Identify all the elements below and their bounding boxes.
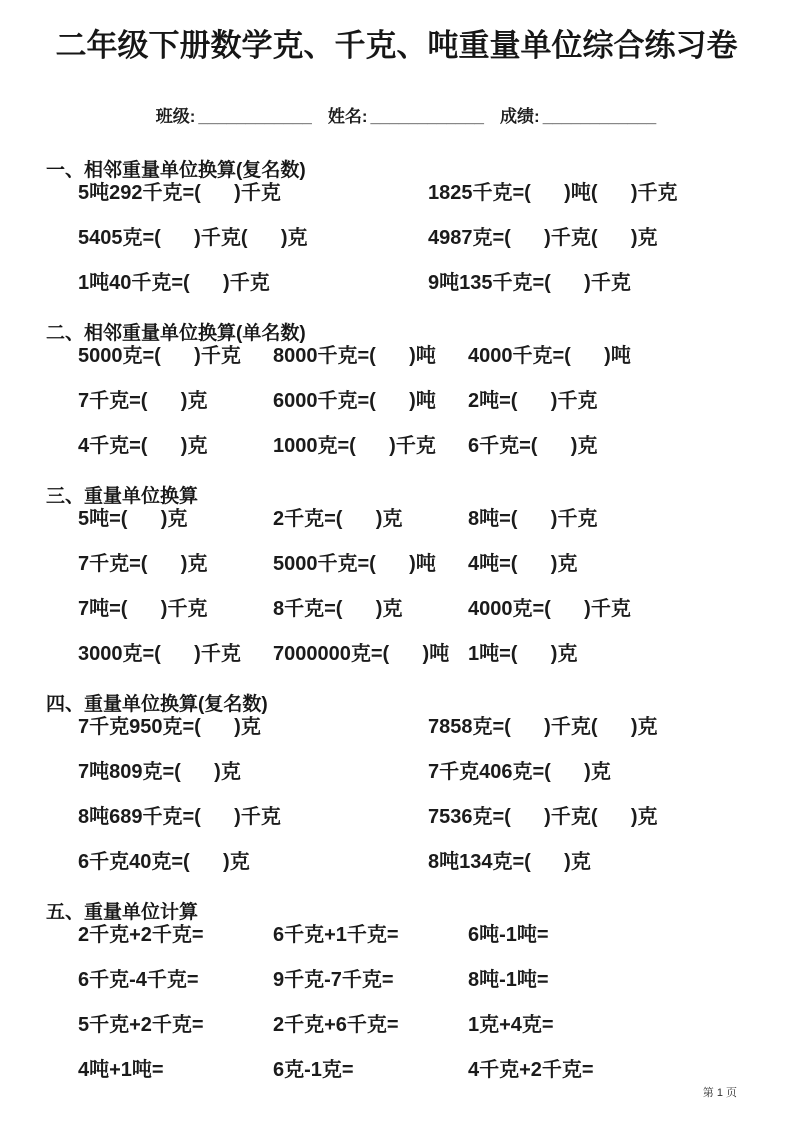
problem-item: 2千克=( )克 — [273, 508, 403, 530]
problem-item: 5405克=( )千克( )克 — [78, 227, 308, 249]
problem-item: 1吨=( )克 — [468, 643, 578, 665]
problem-item: 1000克=( )千克 — [273, 435, 436, 457]
section — [46, 902, 793, 1104]
problem-grid — [78, 345, 793, 480]
problem-item: 4000克=( )千克 — [468, 598, 631, 620]
problem-item: 8000千克=( )吨 — [273, 345, 436, 367]
section — [46, 694, 793, 896]
problem-item: 4千克+2千克= — [468, 1059, 594, 1081]
problem-item: 6千克40克=( )克 — [78, 851, 250, 873]
problem-sections — [0, 160, 793, 1104]
class-label: 班级: — [155, 107, 196, 126]
problem-item: 5千克+2千克= — [78, 1014, 204, 1036]
problem-item: 6吨-1吨= — [468, 924, 549, 946]
problem-item: 1825千克=( )吨( )千克 — [428, 182, 678, 204]
class-blank-line: ____________ — [198, 107, 312, 126]
section-heading: 三、重量单位换算 — [46, 486, 199, 507]
section — [46, 486, 793, 688]
problem-item: 8吨689千克=( )千克 — [78, 806, 281, 828]
problem-item: 7千克=( )克 — [78, 553, 208, 575]
problem-item: 6千克-4千克= — [78, 969, 199, 991]
problem-item: 4987克=( )千克( )克 — [428, 227, 658, 249]
problem-item: 4千克=( )克 — [78, 435, 208, 457]
problem-item: 7千克=( )克 — [78, 390, 208, 412]
problem-item: 2千克+2千克= — [78, 924, 204, 946]
problem-item: 7吨809克=( )克 — [78, 761, 241, 783]
problem-item: 4吨=( )克 — [468, 553, 578, 575]
problem-item: 7000000克=( )吨 — [273, 643, 450, 665]
section-heading: 五、重量单位计算 — [46, 902, 199, 923]
page-number: 第 1 页 — [702, 1087, 737, 1099]
section — [46, 323, 793, 480]
problem-item: 7吨=( )千克 — [78, 598, 208, 620]
problem-item: 1克+4克= — [468, 1014, 554, 1036]
problem-grid — [78, 716, 793, 896]
name-label: 姓名: — [327, 107, 368, 126]
problem-item: 6克-1克= — [273, 1059, 354, 1081]
student-info-line — [0, 84, 793, 150]
problem-item: 4000千克=( )吨 — [468, 345, 631, 367]
problem-item: 3000克=( )千克 — [78, 643, 241, 665]
problem-item: 1吨40千克=( )千克 — [78, 272, 270, 294]
problem-item: 5吨292千克=( )千克 — [78, 182, 281, 204]
problem-item: 7千克406克=( )克 — [428, 761, 611, 783]
problem-grid — [78, 508, 793, 688]
problem-item: 2千克+6千克= — [273, 1014, 399, 1036]
problem-item: 8千克=( )克 — [273, 598, 403, 620]
section-heading: 一、相邻重量单位换算(复名数) — [46, 160, 306, 181]
page-title: 二年级下册数学克、千克、吨重量单位综合练习卷 — [55, 28, 738, 63]
problem-item: 8吨=( )千克 — [468, 508, 598, 530]
problem-item: 7536克=( )千克( )克 — [428, 806, 658, 828]
score-blank-line: ____________ — [542, 107, 657, 126]
problem-grid — [78, 924, 793, 1104]
section-heading: 二、相邻重量单位换算(单名数) — [46, 323, 306, 344]
section — [46, 160, 793, 317]
score-label: 成绩: — [500, 107, 540, 126]
problem-item: 6000千克=( )吨 — [273, 390, 436, 412]
problem-item: 5000千克=( )吨 — [273, 553, 436, 575]
problem-item: 2吨=( )千克 — [468, 390, 598, 412]
problem-grid — [78, 182, 793, 317]
problem-item: 9吨135千克=( )千克 — [428, 272, 631, 294]
problem-item: 5000克=( )千克 — [78, 345, 241, 367]
problem-item: 8吨134克=( )克 — [428, 851, 591, 873]
problem-item: 7千克950克=( )克 — [78, 716, 261, 738]
problem-item: 9千克-7千克= — [273, 969, 394, 991]
problem-item: 8吨-1吨= — [468, 969, 549, 991]
problem-item: 6千克+1千克= — [273, 924, 399, 946]
problem-item: 4吨+1吨= — [78, 1059, 164, 1081]
problem-item: 7858克=( )千克( )克 — [428, 716, 658, 738]
problem-item: 6千克=( )克 — [468, 435, 598, 457]
name-blank-line: ____________ — [370, 107, 485, 126]
problem-item: 5吨=( )克 — [78, 508, 188, 530]
section-heading: 四、重量单位换算(复名数) — [46, 694, 268, 715]
